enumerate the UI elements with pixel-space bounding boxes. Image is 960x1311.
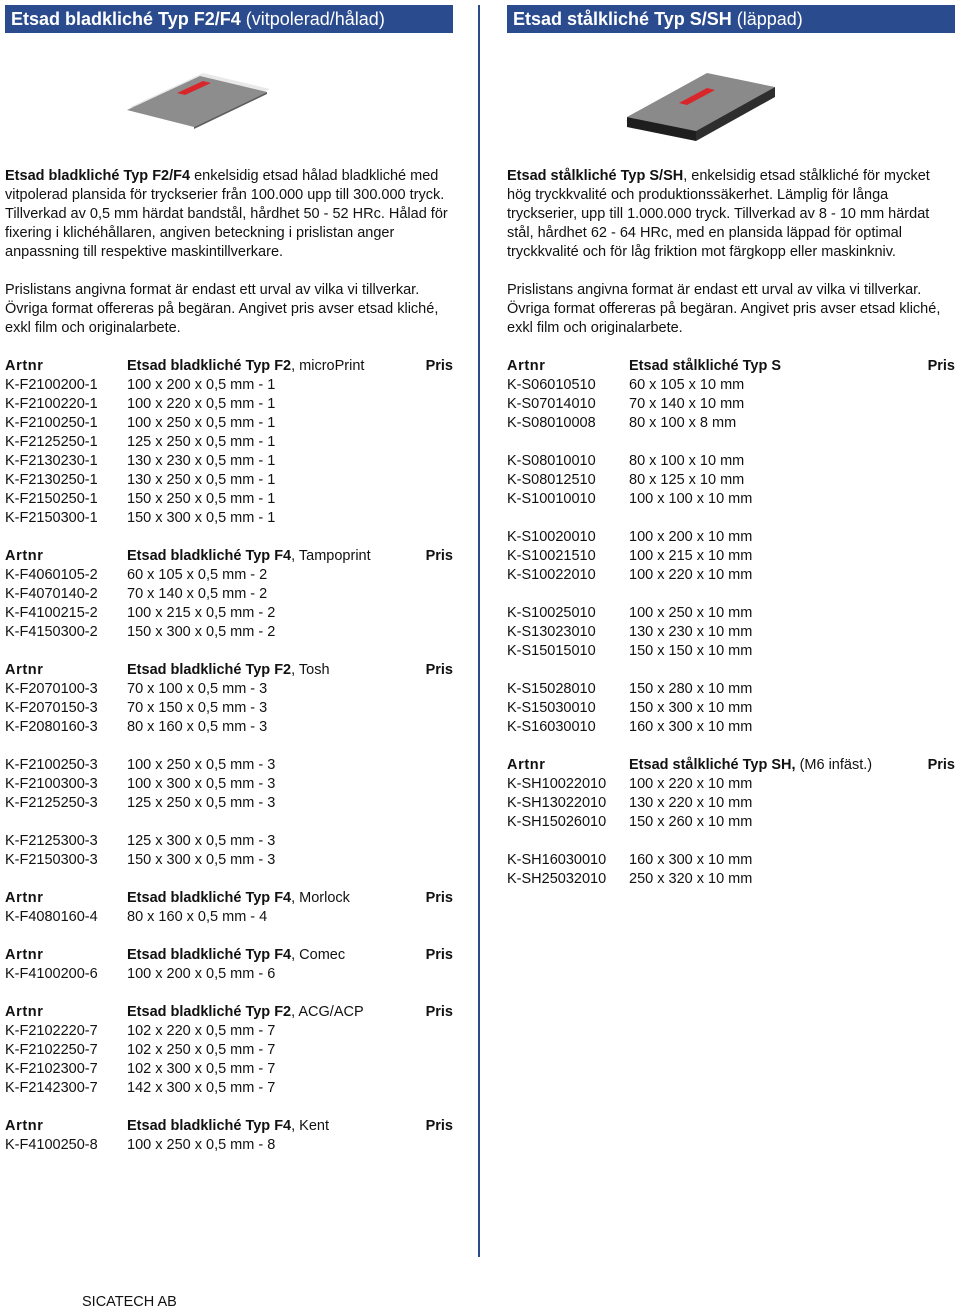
table-gap (5, 1098, 453, 1117)
artnr-cell: K-SH10022010 (507, 776, 607, 792)
table-row (507, 566, 955, 585)
artnr-cell: K-F2130230-1 (5, 453, 98, 469)
table-row (5, 395, 453, 414)
table-row (507, 547, 955, 566)
artnr-cell: K-F2125300-3 (5, 833, 98, 849)
artnr-cell: K-SH16030010 (507, 852, 607, 868)
pris-header: Pris (425, 548, 453, 564)
artnr-cell: K-F2125250-3 (5, 795, 98, 811)
table-row (5, 680, 453, 699)
table-header (5, 357, 453, 376)
table-row (5, 414, 453, 433)
size-cell: 80 x 125 x 10 mm (629, 472, 745, 488)
column-divider (478, 5, 480, 1257)
size-cell: 100 x 200 x 0,5 mm - 1 (127, 377, 276, 393)
table-gap (507, 737, 955, 756)
size-cell: 100 x 250 x 0,5 mm - 1 (127, 415, 276, 431)
stalkliche-plate-icon (507, 33, 955, 167)
artnr-cell: K-F4070140-2 (5, 586, 98, 602)
artnr-cell: K-F2150300-3 (5, 852, 98, 868)
group-title: Etsad bladkliché Typ F2, microPrint (127, 358, 365, 374)
table-row (5, 1022, 453, 1041)
artnr-cell: K-S07014010 (507, 396, 596, 412)
table-header (5, 547, 453, 566)
artnr-cell: K-F2125250-1 (5, 434, 98, 450)
artnr-cell: K-SH25032010 (507, 871, 607, 887)
artnr-cell: K-S08010008 (507, 415, 596, 431)
size-cell: 100 x 220 x 10 mm (629, 567, 753, 583)
size-cell: 150 x 300 x 0,5 mm - 3 (127, 852, 276, 868)
group-title: Etsad bladkliché Typ F2, ACG/ACP (127, 1004, 364, 1020)
table-row (507, 851, 955, 870)
table-row (5, 1079, 453, 1098)
table-gap (507, 832, 955, 851)
right-product-image (507, 33, 955, 167)
group-title: Etsad stålkliché Typ SH, (M6 infäst.) (629, 757, 873, 773)
artnr-header: Artnr (5, 1118, 44, 1134)
size-cell: 130 x 220 x 10 mm (629, 795, 753, 811)
artnr-cell: K-F2102300-7 (5, 1061, 98, 1077)
table-gap (507, 661, 955, 680)
artnr-cell: K-F4100215-2 (5, 605, 98, 621)
artnr-cell: K-S06010510 (507, 377, 596, 393)
table-row (5, 471, 453, 490)
table-row (507, 870, 955, 889)
pris-header: Pris (425, 1118, 453, 1134)
pris-header: Pris (425, 1004, 453, 1020)
table-row (5, 775, 453, 794)
right-banner: Etsad stålkliché Typ S/SH (läppad) (507, 5, 955, 33)
artnr-cell: K-S08010010 (507, 453, 596, 469)
table-row (5, 1136, 453, 1155)
size-cell: 100 x 200 x 0,5 mm - 6 (127, 966, 276, 982)
table-row (507, 642, 955, 661)
size-cell: 125 x 250 x 0,5 mm - 3 (127, 795, 276, 811)
table-gap (5, 642, 453, 661)
artnr-cell: K-F2100250-1 (5, 415, 98, 431)
table-gap (507, 433, 955, 452)
size-cell: 150 x 300 x 10 mm (629, 700, 753, 716)
table-row (507, 604, 955, 623)
artnr-cell: K-SH15026010 (507, 814, 607, 830)
table-row (5, 756, 453, 775)
table-header (5, 889, 453, 908)
artnr-cell: K-S10022010 (507, 567, 596, 583)
right-description: Etsad stålkliché Typ S/SH, enkelsidig etsad stålkliché för mycket hög tryckkvalité och produktionssäkerhet. Lämplig för långa tryckserier, upp till 1.000.000 tryck. Tillverkad av 8 - 10 mm härdat stål, hårdhet 62 - 64 HRc, med en plansida läppad för optimal tryckkvalité och för låg friktion mot färgkopp eller maskinkniv. (507, 168, 930, 260)
table-row (5, 452, 453, 471)
size-cell: 150 x 300 x 0,5 mm - 2 (127, 624, 276, 640)
size-cell: 70 x 100 x 0,5 mm - 3 (127, 681, 268, 697)
artnr-cell: K-F4080160-4 (5, 909, 98, 925)
table-row (5, 794, 453, 813)
pris-header: Pris (425, 358, 453, 374)
artnr-cell: K-F2150300-1 (5, 510, 98, 526)
table-header (5, 1003, 453, 1022)
size-cell: 100 x 100 x 10 mm (629, 491, 753, 507)
right-column (507, 5, 955, 889)
artnr-cell: K-S16030010 (507, 719, 596, 735)
size-cell: 150 x 300 x 0,5 mm - 1 (127, 510, 276, 526)
table-row (507, 490, 955, 509)
size-cell: 80 x 100 x 10 mm (629, 453, 745, 469)
table-row (507, 376, 955, 395)
table-row (507, 813, 955, 832)
size-cell: 160 x 300 x 10 mm (629, 719, 753, 735)
artnr-cell: K-F4100250-8 (5, 1137, 98, 1153)
size-cell: 150 x 280 x 10 mm (629, 681, 753, 697)
size-cell: 160 x 300 x 10 mm (629, 852, 753, 868)
artnr-cell: K-F4100200-6 (5, 966, 98, 982)
right-price-table (507, 357, 955, 889)
artnr-cell: K-F2100250-3 (5, 757, 98, 773)
artnr-cell: K-S15015010 (507, 643, 596, 659)
table-header (507, 357, 955, 376)
artnr-cell: K-F2080160-3 (5, 719, 98, 735)
artnr-cell: K-F2100220-1 (5, 396, 98, 412)
table-gap (5, 813, 453, 832)
table-row (507, 623, 955, 642)
artnr-cell: K-S10020010 (507, 529, 596, 545)
bladkliche-plate-icon (5, 33, 453, 167)
size-cell: 125 x 250 x 0,5 mm - 1 (127, 434, 276, 450)
artnr-cell: K-S10025010 (507, 605, 596, 621)
artnr-cell: K-F2142300-7 (5, 1080, 98, 1096)
artnr-cell: K-S15028010 (507, 681, 596, 697)
artnr-header: Artnr (5, 947, 44, 963)
group-title: Etsad bladkliché Typ F4, Morlock (127, 890, 350, 906)
table-header (5, 661, 453, 680)
artnr-cell: K-F2130250-1 (5, 472, 98, 488)
group-title: Etsad bladkliché Typ F4, Kent (127, 1118, 329, 1134)
table-row (5, 908, 453, 927)
size-cell: 70 x 140 x 0,5 mm - 2 (127, 586, 268, 602)
table-header (5, 946, 453, 965)
table-row (5, 376, 453, 395)
artnr-cell: K-F4060105-2 (5, 567, 98, 583)
table-row (507, 718, 955, 737)
table-row (5, 566, 453, 585)
artnr-cell: K-F2102220-7 (5, 1023, 98, 1039)
artnr-header: Artnr (507, 358, 546, 374)
left-price-table (5, 357, 453, 1155)
table-row (5, 433, 453, 452)
size-cell: 130 x 250 x 0,5 mm - 1 (127, 472, 276, 488)
table-row (5, 490, 453, 509)
table-row (5, 699, 453, 718)
table-row (5, 1060, 453, 1079)
size-cell: 150 x 250 x 0,5 mm - 1 (127, 491, 276, 507)
table-gap (5, 737, 453, 756)
table-row (507, 794, 955, 813)
artnr-header: Artnr (5, 548, 44, 564)
table-gap (5, 984, 453, 1003)
size-cell: 60 x 105 x 0,5 mm - 2 (127, 567, 268, 583)
size-cell: 125 x 300 x 0,5 mm - 3 (127, 833, 276, 849)
artnr-cell: K-S08012510 (507, 472, 596, 488)
artnr-cell: K-SH13022010 (507, 795, 607, 811)
artnr-header: Artnr (5, 1004, 44, 1020)
artnr-cell: K-S15030010 (507, 700, 596, 716)
artnr-cell: K-F2070100-3 (5, 681, 98, 697)
artnr-cell: K-S10021510 (507, 548, 596, 564)
table-gap (5, 528, 453, 547)
footer-company: SICATECH AB (82, 1294, 177, 1310)
table-header (5, 1117, 453, 1136)
size-cell: 102 x 300 x 0,5 mm - 7 (127, 1061, 276, 1077)
table-row (507, 680, 955, 699)
group-title: Etsad stålkliché Typ S (629, 358, 782, 374)
size-cell: 80 x 100 x 8 mm (629, 415, 737, 431)
table-row (5, 509, 453, 528)
table-row (5, 604, 453, 623)
table-row (507, 528, 955, 547)
table-row (5, 851, 453, 870)
table-row (507, 775, 955, 794)
size-cell: 80 x 160 x 0,5 mm - 4 (127, 909, 268, 925)
table-row (507, 395, 955, 414)
pris-header: Pris (425, 947, 453, 963)
table-header (507, 756, 955, 775)
size-cell: 80 x 160 x 0,5 mm - 3 (127, 719, 268, 735)
size-cell: 100 x 220 x 10 mm (629, 776, 753, 792)
artnr-cell: K-F4150300-2 (5, 624, 98, 640)
left-column (5, 5, 453, 1155)
size-cell: 70 x 140 x 10 mm (629, 396, 745, 412)
artnr-header: Artnr (5, 358, 44, 374)
table-row (507, 699, 955, 718)
group-title: Etsad bladkliché Typ F2, Tosh (127, 662, 330, 678)
size-cell: 130 x 230 x 0,5 mm - 1 (127, 453, 276, 469)
size-cell: 100 x 200 x 10 mm (629, 529, 753, 545)
size-cell: 100 x 215 x 0,5 mm - 2 (127, 605, 276, 621)
pris-header: Pris (425, 890, 453, 906)
size-cell: 142 x 300 x 0,5 mm - 7 (127, 1080, 276, 1096)
size-cell: 250 x 320 x 10 mm (629, 871, 753, 887)
table-gap (507, 509, 955, 528)
size-cell: 100 x 300 x 0,5 mm - 3 (127, 776, 276, 792)
size-cell: 100 x 220 x 0,5 mm - 1 (127, 396, 276, 412)
table-row (507, 414, 955, 433)
size-cell: 102 x 220 x 0,5 mm - 7 (127, 1023, 276, 1039)
table-row (5, 1041, 453, 1060)
table-gap (5, 870, 453, 889)
artnr-cell: K-F2100300-3 (5, 776, 98, 792)
size-cell: 70 x 150 x 0,5 mm - 3 (127, 700, 268, 716)
pris-header: Pris (927, 358, 955, 374)
artnr-cell: K-F2100200-1 (5, 377, 98, 393)
size-cell: 100 x 250 x 0,5 mm - 8 (127, 1137, 276, 1153)
table-row (507, 471, 955, 490)
size-cell: 100 x 215 x 10 mm (629, 548, 753, 564)
table-gap (5, 927, 453, 946)
artnr-cell: K-F2150250-1 (5, 491, 98, 507)
size-cell: 150 x 260 x 10 mm (629, 814, 753, 830)
artnr-cell: K-F2102250-7 (5, 1042, 98, 1058)
size-cell: 100 x 250 x 10 mm (629, 605, 753, 621)
artnr-cell: K-S10010010 (507, 491, 596, 507)
artnr-header: Artnr (5, 890, 44, 906)
table-row (507, 452, 955, 471)
table-row (5, 718, 453, 737)
group-title: Etsad bladkliché Typ F4, Tampoprint (127, 548, 371, 564)
table-row (5, 623, 453, 642)
size-cell: 102 x 250 x 0,5 mm - 7 (127, 1042, 276, 1058)
artnr-cell: K-F2070150-3 (5, 700, 98, 716)
table-gap (507, 585, 955, 604)
left-product-image (5, 33, 453, 167)
size-cell: 150 x 150 x 10 mm (629, 643, 753, 659)
table-row (5, 965, 453, 984)
group-title: Etsad bladkliché Typ F4, Comec (127, 947, 346, 963)
size-cell: 100 x 250 x 0,5 mm - 3 (127, 757, 276, 773)
artnr-header: Artnr (507, 757, 546, 773)
table-row (5, 585, 453, 604)
artnr-cell: K-S13023010 (507, 624, 596, 640)
artnr-header: Artnr (5, 662, 44, 678)
right-note: Prislistans angivna format är endast ett urval av vilka vi tillverkar. Övriga format offereras på begäran. Angivet pris avser etsad kliché, exkl film och originalarbete. (507, 282, 941, 336)
left-banner: Etsad bladkliché Typ F2/F4 (vitpolerad/hålad) (5, 5, 453, 33)
left-note: Prislistans angivna format är endast ett urval av vilka vi tillverkar. Övriga format offereras på begäran. Angivet pris avser etsad kliché, exkl film och originalarbete. (5, 282, 439, 336)
size-cell: 60 x 105 x 10 mm (629, 377, 745, 393)
pris-header: Pris (425, 662, 453, 678)
size-cell: 130 x 230 x 10 mm (629, 624, 753, 640)
table-row (5, 832, 453, 851)
pris-header: Pris (927, 757, 955, 773)
left-description: Etsad bladkliché Typ F2/F4 enkelsidig etsad hålad bladkliché med vitpolerad plansida för tryckserier från 100.000 upp till 300.000 tryck. Tillverkad av 0,5 mm härdat bandstål, hårdhet 50 - 52 HRc. Hålad för fixering i klichéhållaren, angiven beteckning i prislistan anger anpassning till respektive maskintillverkare. (5, 168, 448, 260)
